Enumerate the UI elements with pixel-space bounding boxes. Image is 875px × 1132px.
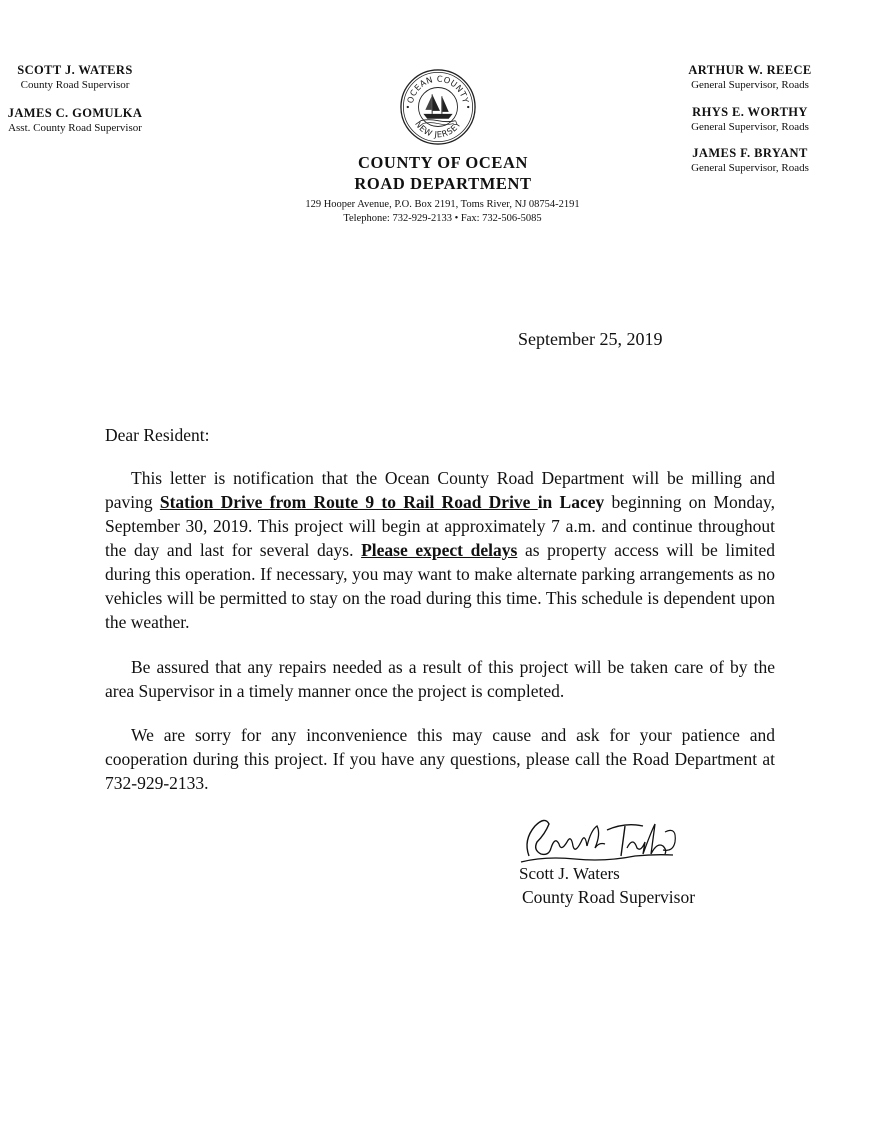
- official-title: Asst. County Road Supervisor: [8, 122, 142, 134]
- right-official-2: [630, 105, 870, 134]
- p3-text: We are sorry for any inconvenience this may cause and ask for your patience and cooperation during this project. If you have any questions, please call the Road Department at 732-929-2133.: [105, 725, 775, 793]
- letter-date: September 25, 2019: [518, 329, 663, 349]
- right-official-1: [630, 63, 870, 92]
- body-paragraph-1: [105, 466, 775, 634]
- p1-highlight-road: Station Drive from Route 9 to Rail Road Drive: [159, 492, 538, 512]
- official-title: General Supervisor, Roads: [691, 162, 809, 174]
- official-name: SCOTT J. WATERS: [17, 63, 133, 77]
- seal-bottom-text: NEW JERSEY: [413, 118, 463, 140]
- official-name: RHYS E. WORTHY: [692, 105, 808, 119]
- body-paragraph-3: [105, 723, 775, 795]
- p1-township: in Lacey: [537, 492, 605, 512]
- department-address: 129 Hooper Avenue, P.O. Box 2191, Toms River, NJ 08754-2191: [305, 199, 580, 210]
- p1-text-2: beginning on Monday, September 30, 2019. This project will begin at approximately 7 a.m. and continue throughout the day and last for several days.: [105, 492, 775, 560]
- department-name-line1: COUNTY OF OCEAN: [357, 153, 529, 172]
- ship-seal-icon: [399, 68, 477, 146]
- seal-top-text: OCEAN COUNTY: [404, 73, 472, 105]
- left-official-2: [0, 106, 150, 135]
- p2-text: Be assured that any repairs needed as a result of this project will be taken care of by the area Supervisor in a timely manner once the project is completed.: [105, 657, 775, 701]
- p1-text-3: as property access will be limited during this operation. If necessary, you may want to make alternate parking arrangements as no vehicles will be permitted to stay on the road during this time. This schedule is dependent upon the weather.: [105, 540, 776, 632]
- official-name: ARTHUR W. REECE: [688, 63, 812, 77]
- department-name-line2: ROAD DEPARTMENT: [354, 174, 532, 193]
- department-phone: Telephone: 732-929-2133 • Fax: 732-506-5085: [343, 213, 542, 224]
- left-official-1: [0, 63, 150, 92]
- body-paragraph-2: [105, 655, 775, 703]
- signer-title: County Road Supervisor: [522, 887, 696, 907]
- department-address-block: [230, 198, 655, 226]
- p1-highlight-delays: Please expect delays: [361, 540, 518, 560]
- right-official-3: [630, 146, 870, 175]
- p1-text-1: This letter is notification that the Ocean County Road Department will be milling and paving: [105, 468, 775, 512]
- official-title: General Supervisor, Roads: [691, 79, 809, 91]
- official-name: JAMES C. GOMULKA: [7, 106, 143, 120]
- official-title: County Road Supervisor: [20, 79, 130, 91]
- svg-text:NEW JERSEY: [413, 119, 463, 140]
- salutation: Dear Resident:: [105, 425, 210, 445]
- official-name: JAMES F. BRYANT: [692, 146, 808, 160]
- signer-name: Scott J. Waters: [519, 864, 620, 883]
- official-title: General Supervisor, Roads: [691, 121, 809, 133]
